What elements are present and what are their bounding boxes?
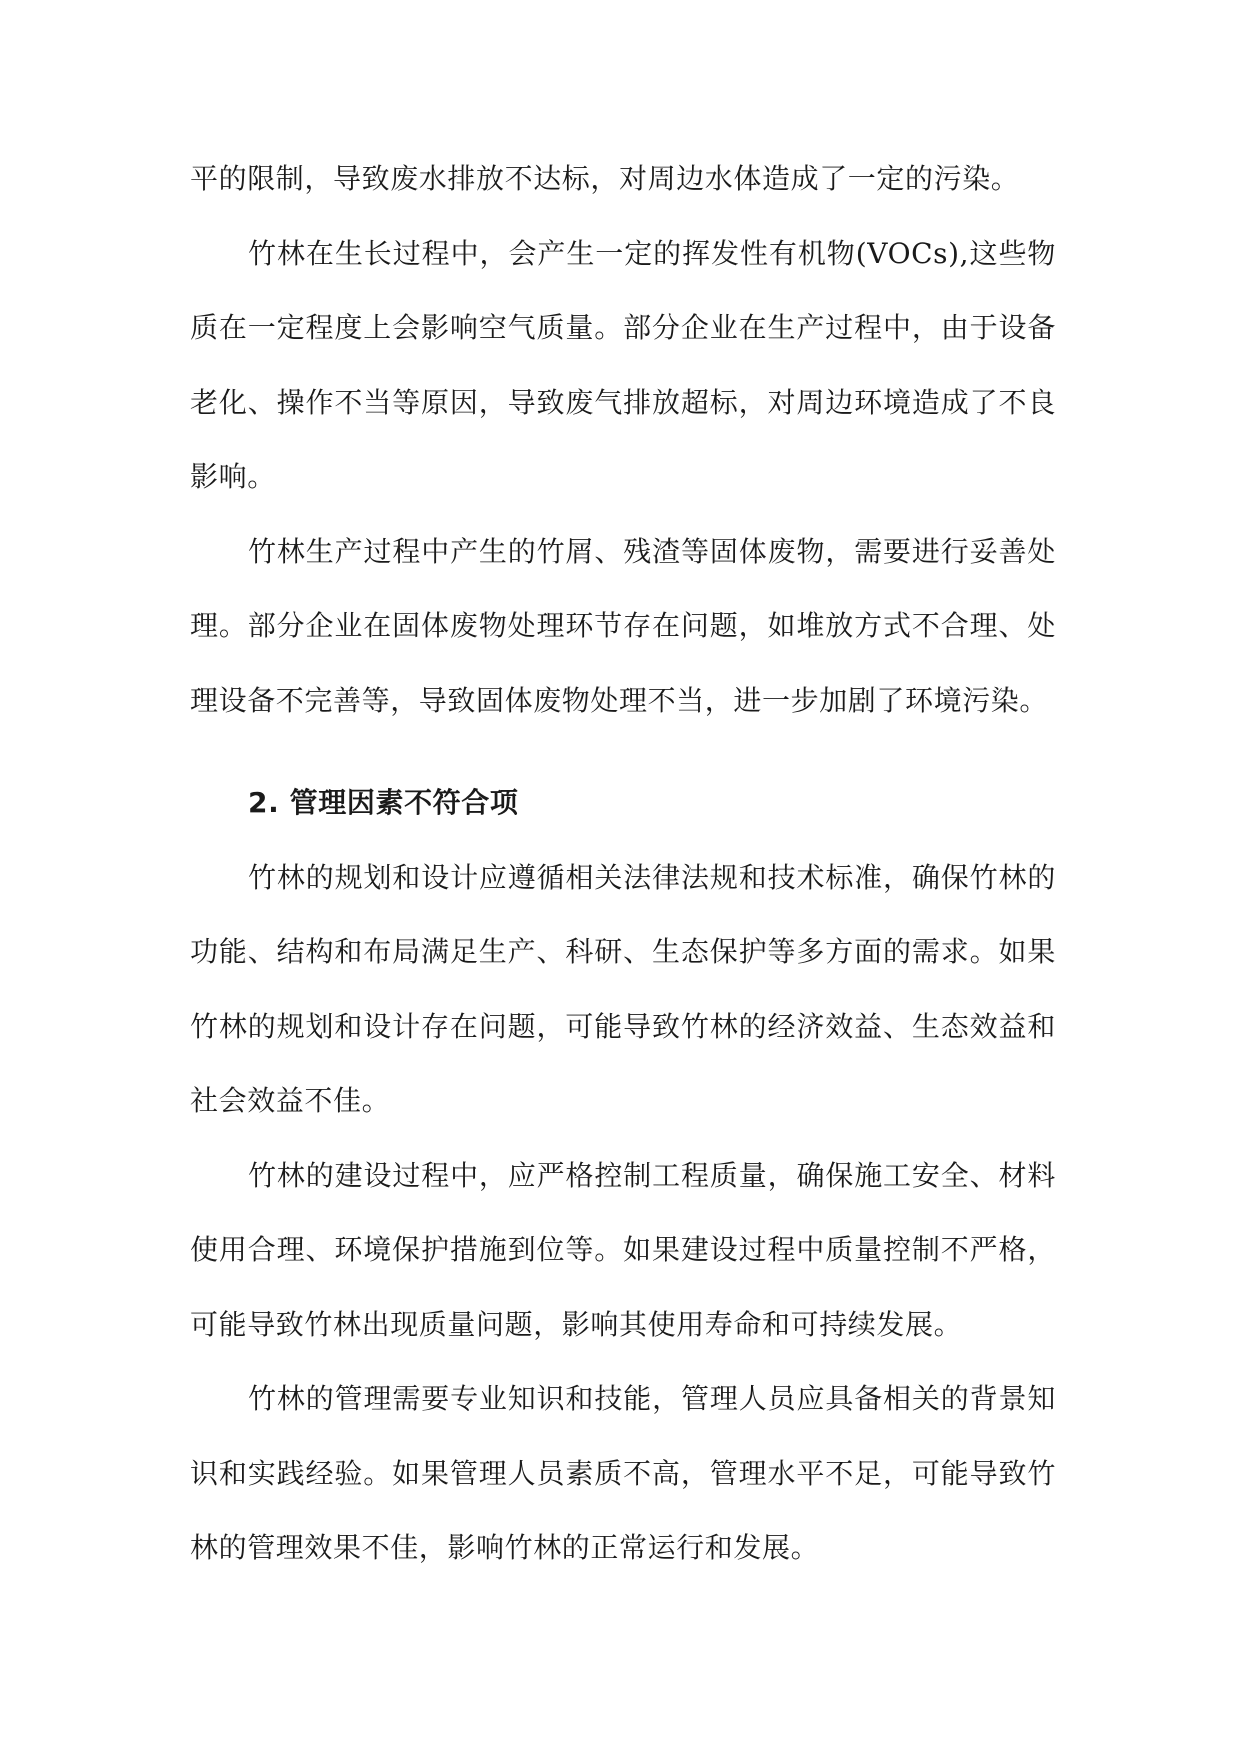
paragraph-construction: 竹林的建设过程中，应严格控制工程质量，确保施工安全、材料使用合理、环境保护措施到位等。如果建设过程中质量控制不严格，可能导致竹林出现质量问题，影响其使用寿命和可持续发展。 (190, 1158, 1056, 1341)
section-heading: 2. 管理因素不符合项 (248, 786, 519, 819)
paragraph-management: 竹林的管理需要专业知识和技能，管理人员应具备相关的背景知识和实践经验。如果管理人员素质不高，管理水平不足，可能导致竹林的管理效果不佳，影响竹林的正常运行和发展。 (190, 1382, 1056, 1564)
document-body (190, 142, 1056, 1586)
paragraph-solid-waste: 竹林生产过程中产生的竹屑、残渣等固体废物，需要进行妥善处理。部分企业在固体废物处理环节存在问题，如堆放方式不合理、处理设备不完善等，导致固体废物处理不当，进一步加剧了环境污染。 (190, 534, 1056, 717)
paragraph-vocs: 竹林在生长过程中，会产生一定的挥发性有机物(VOCs),这些物质在一定程度上会影响空气质量。部分企业在生产过程中，由于设备老化、操作不当等原因，导致废气排放超标，对周边环境造成了不良影响。 (190, 236, 1056, 493)
paragraph-continuation: 平的限制，导致废水排放不达标，对周边水体造成了一定的污染。 (190, 162, 1020, 195)
paragraph-planning: 竹林的规划和设计应遵循相关法律法规和技术标准，确保竹林的功能、结构和布局满足生产、科研、生态保护等多方面的需求。如果竹林的规划和设计存在问题，可能导致竹林的经济效益、生态效益和社会效益不佳。 (190, 860, 1056, 1117)
